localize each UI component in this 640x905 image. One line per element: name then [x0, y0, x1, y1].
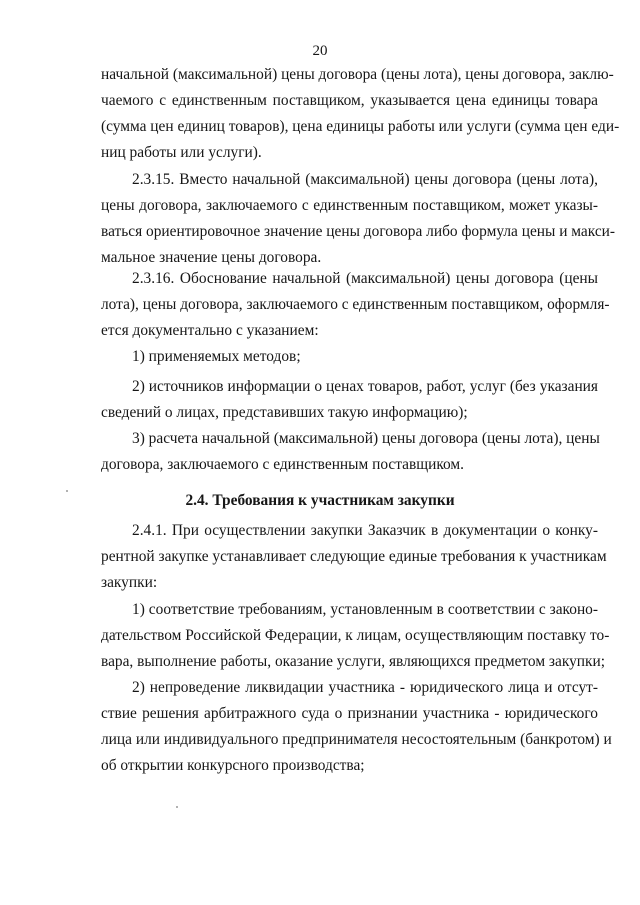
text-line: 1) соответствие требованиям, установленным в соответствии с законо-	[132, 601, 598, 618]
requirement-item-2	[101, 675, 612, 779]
text-line: об открытии конкурсного производства;	[101, 757, 365, 774]
text-line: сведений о лицах, представивших такую информацию);	[101, 404, 468, 421]
page-number: 20	[312, 43, 328, 59]
text-line: 2.4.1. При осуществлении закупки Заказчик в документации о конку-	[132, 522, 598, 539]
list-item-calculation	[101, 426, 598, 478]
text-line: 2) непроведение ликвидации участника - юридического лица и отсут-	[132, 679, 598, 696]
text-line: дательством Российской Федерации, к лицам, осуществляющим поставку то-	[101, 627, 610, 644]
text-line: ваться ориентировочное значение цены договора либо формула цены и макси-	[101, 223, 616, 240]
section-heading: 2.4. Требования к участникам закупки	[185, 492, 455, 509]
paragraph-2-3-16	[101, 266, 610, 344]
paragraph-2-4-1	[101, 518, 607, 596]
scan-speck	[66, 490, 68, 492]
scan-speck	[176, 806, 178, 808]
text-line: чаемого с единственным поставщиком, указывается цена единицы товара	[101, 92, 598, 109]
text-line: 2) источников информации о ценах товаров, работ, услуг (без указания	[132, 378, 598, 395]
requirement-item-1	[101, 597, 610, 675]
text-line: вара, выполнение работы, оказание услуги, являющихся предметом закупки;	[101, 653, 606, 670]
paragraph-continuation	[101, 62, 620, 166]
text-line: мальное значение цены договора.	[101, 249, 322, 266]
text-line: рентной закупке устанавливает следующие единые требования к участникам	[101, 548, 607, 565]
text-line: лица или индивидуального предпринимателя несостоятельным (банкротом) и	[101, 731, 612, 748]
list-item-sources	[101, 374, 598, 426]
list-item-methods	[101, 344, 598, 370]
paragraph-2-3-15	[101, 167, 616, 271]
text-line: (сумма цен единиц товаров), цена единицы работы или услуги (сумма цен еди-	[101, 118, 620, 135]
text-line: начальной (максимальной) цены договора (цены лота), цены договора, заклю-	[101, 66, 614, 83]
text-line: лота), цены договора, заключаемого с единственным поставщиком, оформля-	[101, 296, 610, 313]
text-line: ствие решения арбитражного суда о признании участника - юридического	[101, 705, 598, 722]
text-line: ниц работы или услуги).	[101, 144, 262, 161]
text-line: договора, заключаемого с единственным поставщиком.	[101, 456, 465, 473]
text-line: цены договора, заключаемого с единственным поставщиком, может указы-	[101, 197, 598, 214]
text-line: 2.3.16. Обоснование начальной (максимальной) цены договора (цены	[132, 270, 598, 287]
text-line: ется документально с указанием:	[101, 322, 319, 339]
text-line: 3) расчета начальной (максимальной) цены договора (цены лота), цены	[132, 430, 600, 447]
text-line: 1) применяемых методов;	[132, 348, 301, 365]
text-line: 2.3.15. Вместо начальной (максимальной) цены договора (цены лота),	[132, 171, 598, 188]
text-line: закупки:	[101, 574, 158, 591]
